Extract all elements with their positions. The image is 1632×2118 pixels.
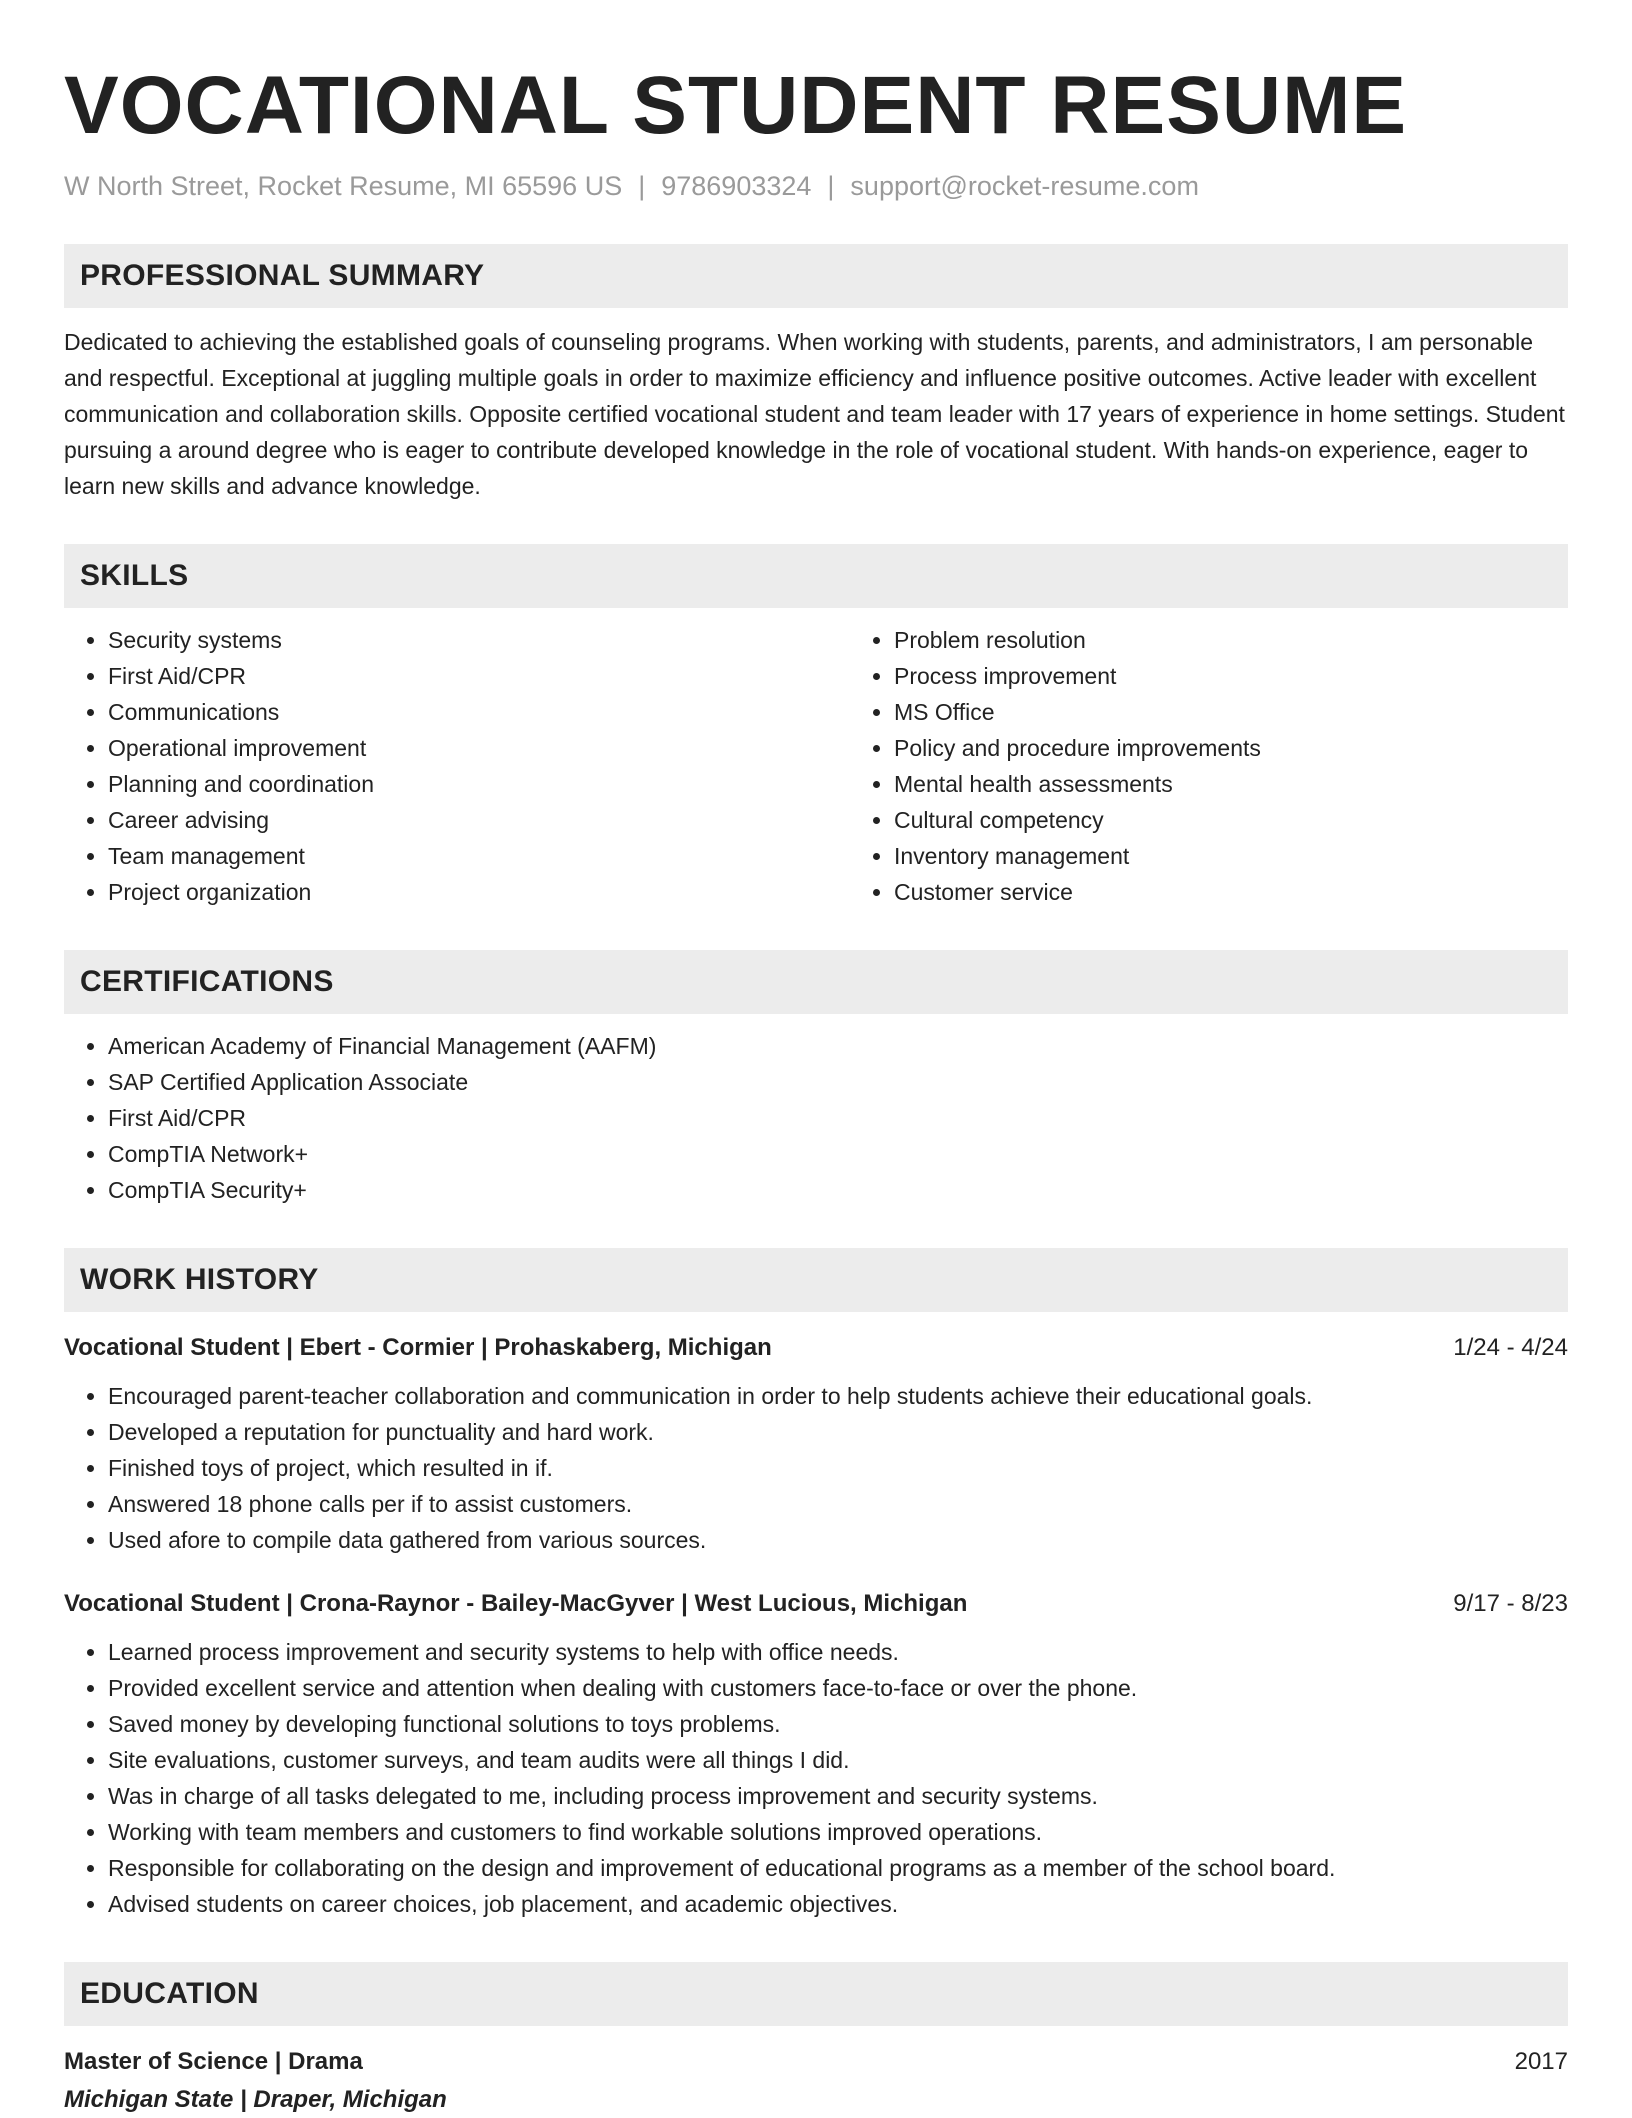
certification-item: • First Aid/CPR bbox=[108, 1100, 1568, 1136]
skill-item: • Process improvement bbox=[894, 658, 1568, 694]
section-header-skills: SKILLS bbox=[64, 544, 1568, 608]
certifications-list bbox=[64, 1028, 1568, 1208]
education-degree: Master of Science | Drama bbox=[64, 2048, 363, 2075]
skill-item: • Mental health assessments bbox=[894, 766, 1568, 802]
skill-item: • First Aid/CPR bbox=[108, 658, 850, 694]
contact-separator: | bbox=[827, 171, 835, 201]
resume-title: VOCATIONAL STUDENT RESUME bbox=[64, 60, 1408, 151]
job-bullet: • Site evaluations, customer surveys, and team audits were all things I did. bbox=[108, 1742, 1568, 1778]
skill-item: • Project organization bbox=[108, 874, 850, 910]
skills-grid bbox=[64, 622, 1568, 910]
section-header-certifications: CERTIFICATIONS bbox=[64, 950, 1568, 1014]
job-bullet: • Saved money by developing functional solutions to toys problems. bbox=[108, 1706, 1568, 1742]
job-dates: 9/17 - 8/23 bbox=[1453, 1590, 1568, 1617]
job-title: Vocational Student | Ebert - Cormier | Prohaskaberg, Michigan bbox=[64, 1334, 772, 1361]
education-year: 2017 bbox=[1514, 2048, 1568, 2075]
certification-item: • CompTIA Network+ bbox=[108, 1136, 1568, 1172]
certification-item: • SAP Certified Application Associate bbox=[108, 1064, 1568, 1100]
skill-item: • Inventory management bbox=[894, 838, 1568, 874]
section-header-summary: PROFESSIONAL SUMMARY bbox=[64, 244, 1568, 308]
job-title: Vocational Student | Crona-Raynor - Bailey-MacGyver | West Lucious, Michigan bbox=[64, 1590, 968, 1617]
job-bullet: • Was in charge of all tasks delegated to me, including process improvement and security systems. bbox=[108, 1778, 1568, 1814]
job-bullet: • Responsible for collaborating on the design and improvement of educational programs as a member of the school board. bbox=[108, 1850, 1568, 1886]
education-school: Michigan State | Draper, Michigan bbox=[64, 2086, 447, 2113]
skills-list-right bbox=[850, 622, 1568, 910]
job-header bbox=[64, 1586, 1568, 1622]
skill-item: • Career advising bbox=[108, 802, 850, 838]
job-header bbox=[64, 1330, 1568, 1366]
job-bullet: • Encouraged parent-teacher collaboration and communication in order to help students achieve their educational goals. bbox=[108, 1378, 1568, 1414]
skill-item: • Planning and coordination bbox=[108, 766, 850, 802]
skill-item: • Cultural competency bbox=[894, 802, 1568, 838]
job-bullet: • Working with team members and customers to find workable solutions improved operations. bbox=[108, 1814, 1568, 1850]
skill-item: • Communications bbox=[108, 694, 850, 730]
job-bullet: • Finished toys of project, which resulted in if. bbox=[108, 1450, 1568, 1486]
contact-phone: 9786903324 bbox=[661, 171, 812, 201]
summary-text: Dedicated to achieving the established goals of counseling programs. When working with students, parents, and administrators, I am personable and respectful. Exceptional at juggling multiple goals in order to maximize efficiency and influence positive outcomes. Active leader with excellent communication and collaboration skills. Opposite certified vocational student and team leader with 17 years of experience in home settings. Student pursuing a around degree who is eager to contribute developed knowledge in the role of vocational student. With hands-on experience, eager to learn new skills and advance knowledge. bbox=[64, 329, 1565, 499]
job-bullets bbox=[64, 1378, 1568, 1558]
job-dates: 1/24 - 4/24 bbox=[1453, 1334, 1568, 1361]
job-entry bbox=[64, 1330, 1568, 1558]
skill-item: • MS Office bbox=[894, 694, 1568, 730]
contact-email: support@rocket-resume.com bbox=[850, 171, 1199, 201]
job-bullet: • Provided excellent service and attention when dealing with customers face-to-face or over the phone. bbox=[108, 1670, 1568, 1706]
certification-item: • American Academy of Financial Management (AAFM) bbox=[108, 1028, 1568, 1064]
job-bullet: • Learned process improvement and security systems to help with office needs. bbox=[108, 1634, 1568, 1670]
job-bullet: • Developed a reputation for punctuality and hard work. bbox=[108, 1414, 1568, 1450]
contact-line bbox=[64, 168, 1568, 204]
education-header bbox=[64, 2044, 1568, 2080]
skill-item: • Security systems bbox=[108, 622, 850, 658]
job-bullet: • Advised students on career choices, job placement, and academic objectives. bbox=[108, 1886, 1568, 1922]
skill-item: • Customer service bbox=[894, 874, 1568, 910]
skill-item: • Team management bbox=[108, 838, 850, 874]
skills-list-left bbox=[64, 622, 850, 910]
certification-item: • CompTIA Security+ bbox=[108, 1172, 1568, 1208]
job-bullet: • Used afore to compile data gathered from various sources. bbox=[108, 1522, 1568, 1558]
contact-address: W North Street, Rocket Resume, MI 65596 US bbox=[64, 171, 623, 201]
contact-separator: | bbox=[638, 171, 646, 201]
skill-item: • Operational improvement bbox=[108, 730, 850, 766]
section-header-work-history: WORK HISTORY bbox=[64, 1248, 1568, 1312]
section-header-education: EDUCATION bbox=[64, 1962, 1568, 2026]
job-entry bbox=[64, 1586, 1568, 1922]
skill-item: • Problem resolution bbox=[894, 622, 1568, 658]
job-bullet: • Answered 18 phone calls per if to assist customers. bbox=[108, 1486, 1568, 1522]
job-bullets bbox=[64, 1634, 1568, 1922]
skill-item: • Policy and procedure improvements bbox=[894, 730, 1568, 766]
